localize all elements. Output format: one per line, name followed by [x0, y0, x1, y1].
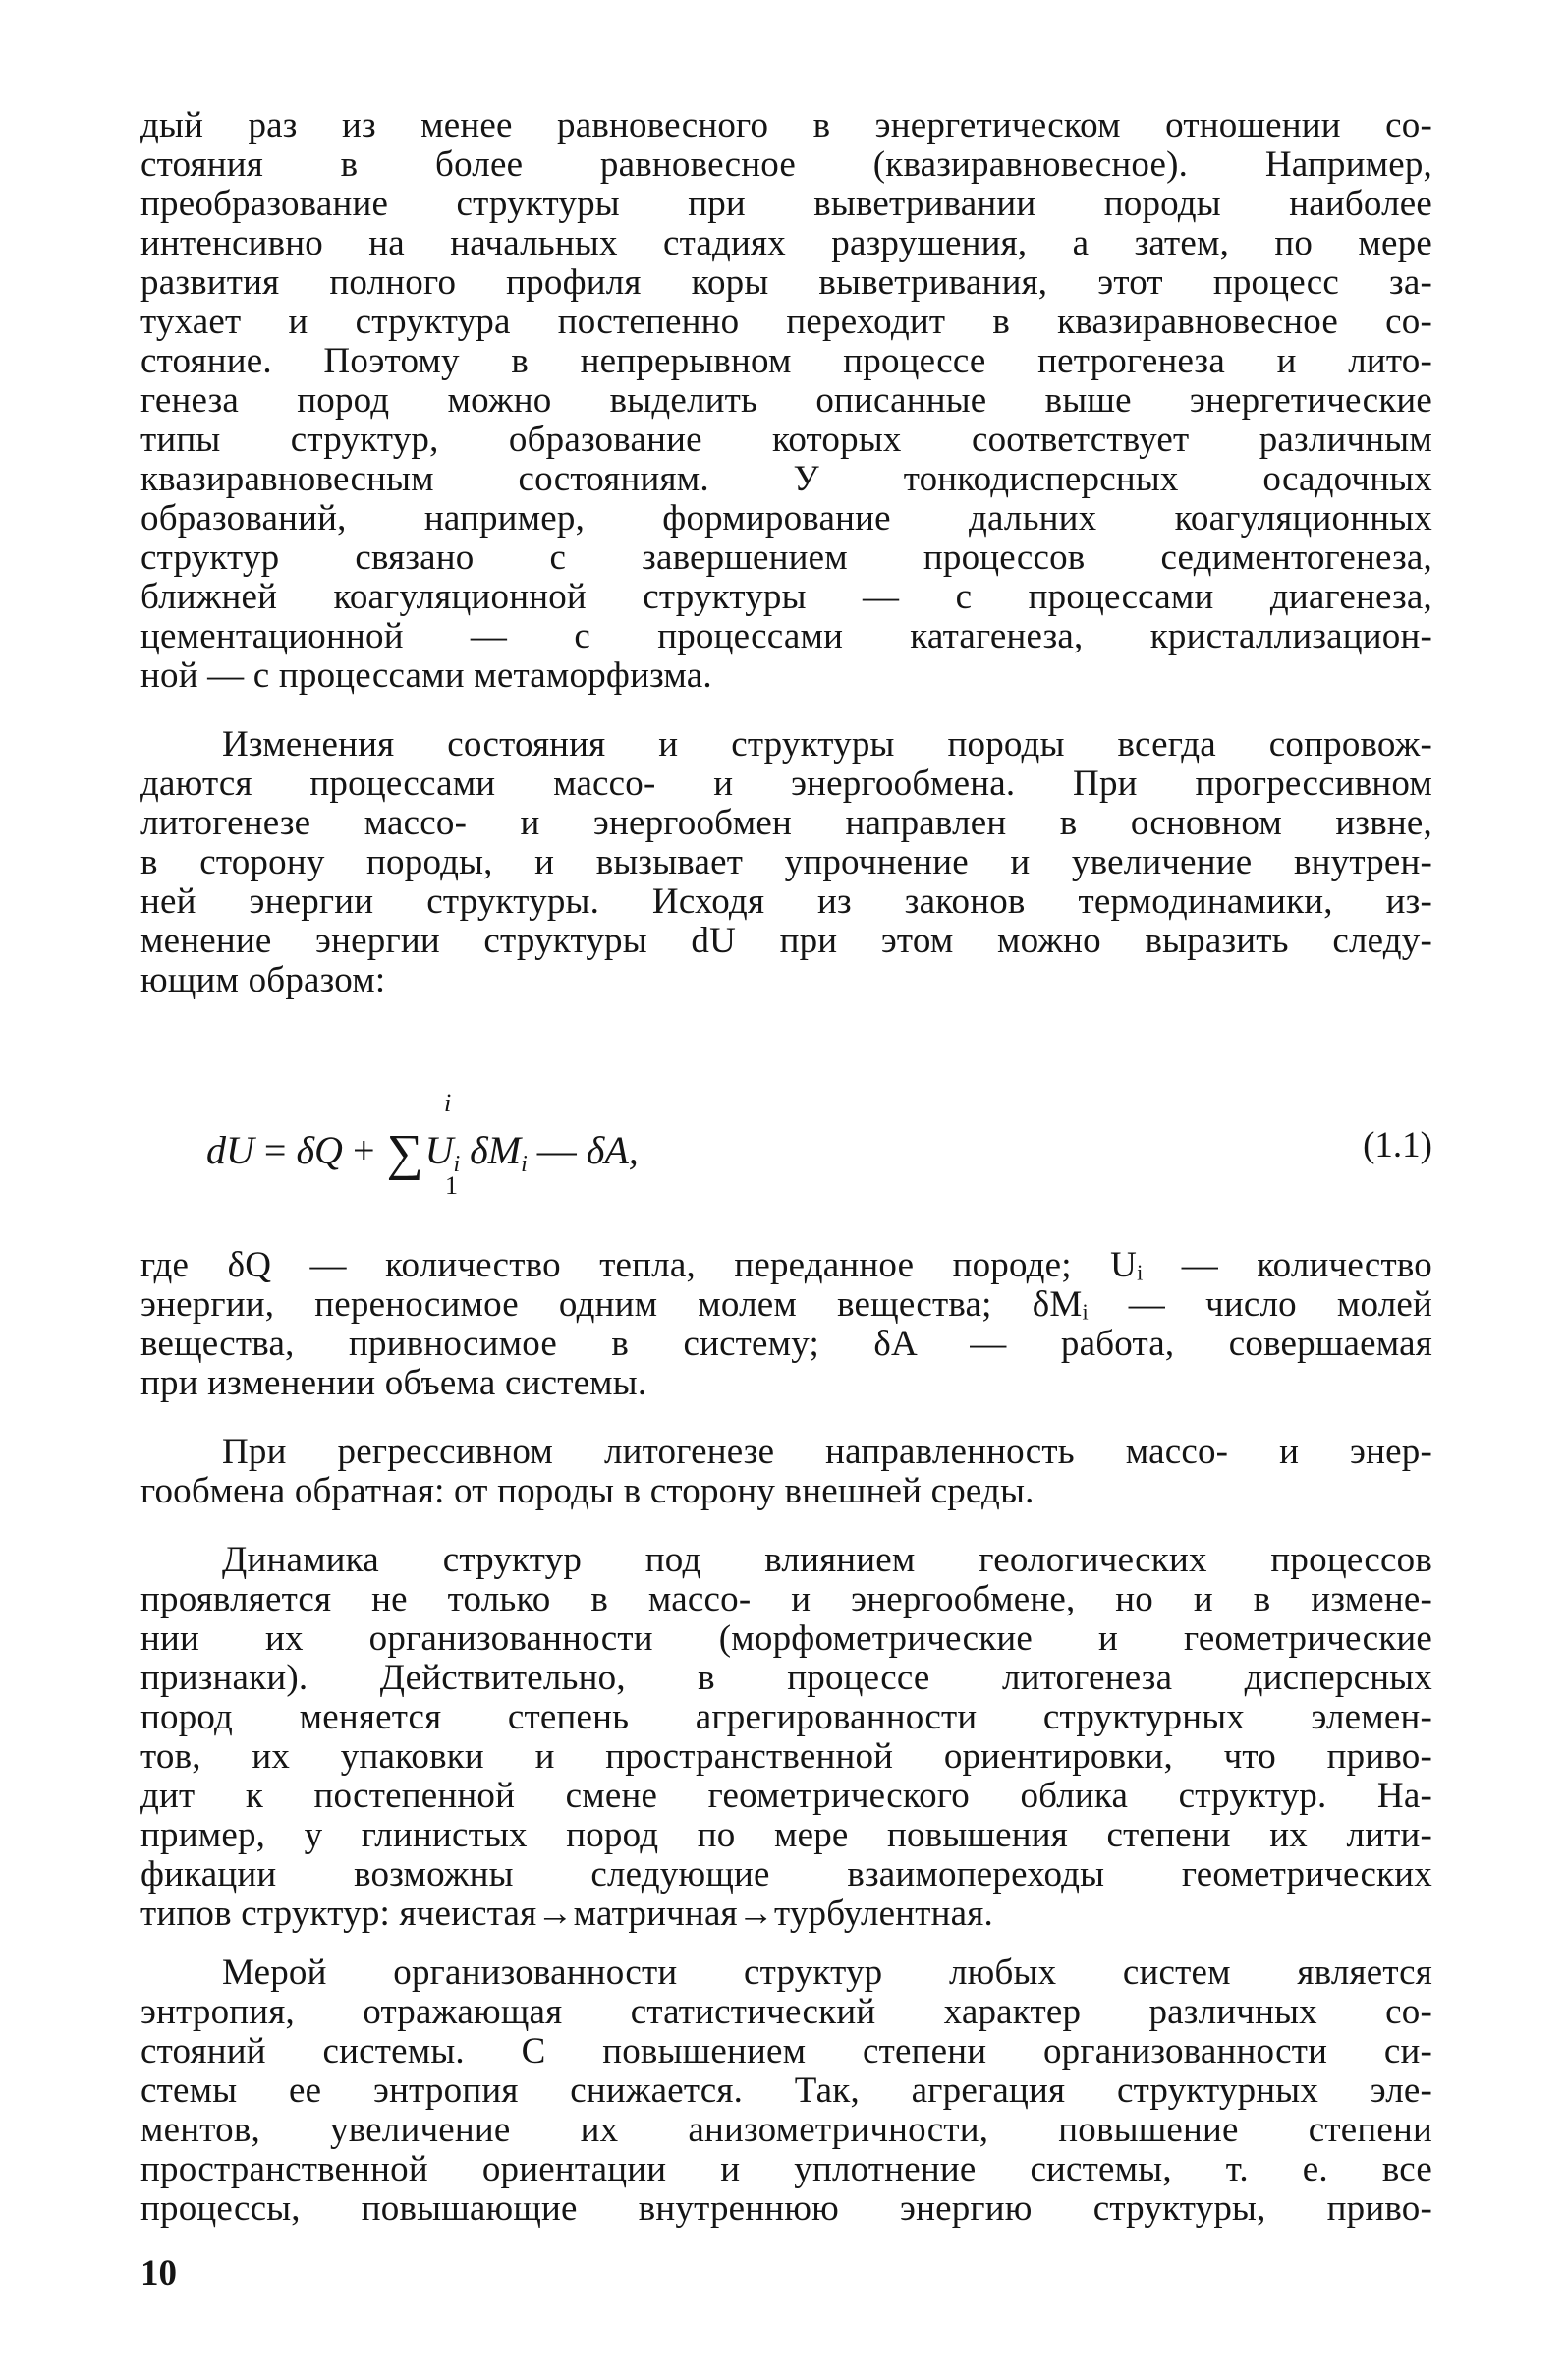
text-line: Мерой организованности структур любых систем является	[222, 1953, 1432, 1993]
text-line: нии их организованности (морфометрические и геометрические	[140, 1618, 1432, 1659]
page-number: 10	[140, 2253, 177, 2294]
text-line: тов, их упаковки и пространственной ориентировки, что приво-	[140, 1736, 1432, 1777]
text-line: стояния в более равновесное (квазиравновесное). Например,	[140, 144, 1432, 185]
sum-symbol: ∑	[386, 1125, 423, 1181]
text-line: вещества, привносимое в систему; δA — работа, совершаемая	[140, 1324, 1432, 1364]
text-line: структур связано с завершением процессов седиментогенеза,	[140, 538, 1432, 578]
text-line: типов структур: ячеистая→матричная→турбулентная.	[140, 1894, 993, 1934]
text-line: процессы, повышающие внутреннюю энергию структуры, приво-	[140, 2188, 1432, 2229]
text-line: литогенезе массо- и энергообмен направлен в основном извне,	[140, 803, 1432, 843]
equation-body	[206, 1124, 639, 1182]
text-line: цементационной — с процессами катагенеза, кристаллизацион-	[140, 616, 1432, 656]
text-line: типы структур, образование которых соответствует различным	[140, 420, 1432, 460]
minus-sign: —	[536, 1128, 577, 1172]
equation-u-term: U	[424, 1128, 454, 1172]
text-line: ментов, увеличение их анизометричности, повышение степени	[140, 2110, 1432, 2150]
u-subscript: i	[453, 1152, 461, 1177]
text-line: в сторону породы, и вызывает упрочнение и увеличение внутрен-	[140, 842, 1432, 882]
text-line: фикации возможны следующие взаимопереходы геометрических	[140, 1854, 1432, 1895]
text-line: образований, например, формирование дальних коагуляционных	[140, 498, 1432, 538]
text-line: развития полного профиля коры выветривания, этот процесс за-	[140, 262, 1432, 303]
text-line: Изменения состояния и структуры породы всегда сопровож-	[222, 724, 1432, 765]
text-line: проявляется не только в массо- и энергообмене, но и в измене-	[140, 1579, 1432, 1619]
text-line: стояние. Поэтому в непрерывном процессе петрогенеза и лито-	[140, 341, 1432, 381]
text-line: гообмена обратная: от породы в сторону внешней среды.	[140, 1471, 1035, 1511]
plus-sign: +	[352, 1128, 375, 1172]
text-line: пространственной ориентации и уплотнение системы, т. е. все	[140, 2149, 1432, 2189]
equation-lhs: dU	[206, 1128, 254, 1172]
text-line: квазиравновесным состояниям. У тонкодисперсных осадочных	[140, 459, 1432, 499]
text-line: где δQ — количество тепла, переданное породе; Uᵢ — количество	[140, 1245, 1432, 1285]
equation-heat-term: δQ	[296, 1128, 343, 1172]
text-line: преобразование структуры при выветривании породы наиболее	[140, 184, 1432, 224]
text-line: энергии, переносимое одним молем вещества; δMᵢ — число молей	[140, 1284, 1432, 1325]
text-line: Динамика структур под влиянием геологических процессов	[222, 1540, 1432, 1580]
text-line: пример, у глинистых пород по мере повышения степени их лити-	[140, 1815, 1432, 1855]
equation-number: (1.1)	[1363, 1125, 1432, 1165]
text-line: дый раз из менее равновесного в энергетическом отношении со-	[140, 105, 1432, 145]
text-line: интенсивно на начальных стадиях разрушения, а затем, по мере	[140, 223, 1432, 263]
text-line: ной — с процессами метаморфизма.	[140, 655, 712, 696]
dm-subscript: i	[521, 1152, 528, 1177]
text-line: ющим образом:	[140, 960, 386, 1000]
text-line: менение энергии структуры dU при этом можно выразить следу-	[140, 921, 1432, 961]
text-line: При регрессивном литогенезе направленность массо- и энер-	[222, 1432, 1432, 1472]
text-line: энтропия, отражающая статистический характер различных со-	[140, 1992, 1432, 2032]
equals-sign: =	[263, 1128, 287, 1172]
text-line: ближней коагуляционной структуры — с процессами диагенеза,	[140, 577, 1432, 617]
sum-upper-limit: i	[444, 1089, 452, 1117]
text-line: стояний системы. С повышением степени организованности си-	[140, 2031, 1432, 2071]
text-line: тухает и структура постепенно переходит в квазиравновесное со-	[140, 302, 1432, 342]
equation-1-1	[206, 1089, 1432, 1200]
text-line: стемы ее энтропия снижается. Так, агрегация структурных эле-	[140, 2070, 1432, 2111]
text-line: даются процессами массо- и энергообмена. При прогрессивном	[140, 764, 1432, 804]
text-line: дит к постепенной смене геометрического облика структур. На-	[140, 1776, 1432, 1816]
text-line: ней энергии структуры. Исходя из законов термодинамики, из-	[140, 881, 1432, 922]
equation-work-term: δA,	[586, 1128, 639, 1172]
text-line: при изменении объема системы.	[140, 1363, 647, 1403]
text-line: пород меняется степень агрегированности структурных элемен-	[140, 1697, 1432, 1737]
equation-dm-term: δM	[470, 1128, 522, 1172]
sum-lower-limit: 1	[445, 1171, 458, 1200]
text-line: генеза пород можно выделить описанные выше энергетические	[140, 380, 1432, 421]
text-line: признаки). Действительно, в процессе литогенеза дисперсных	[140, 1658, 1432, 1698]
